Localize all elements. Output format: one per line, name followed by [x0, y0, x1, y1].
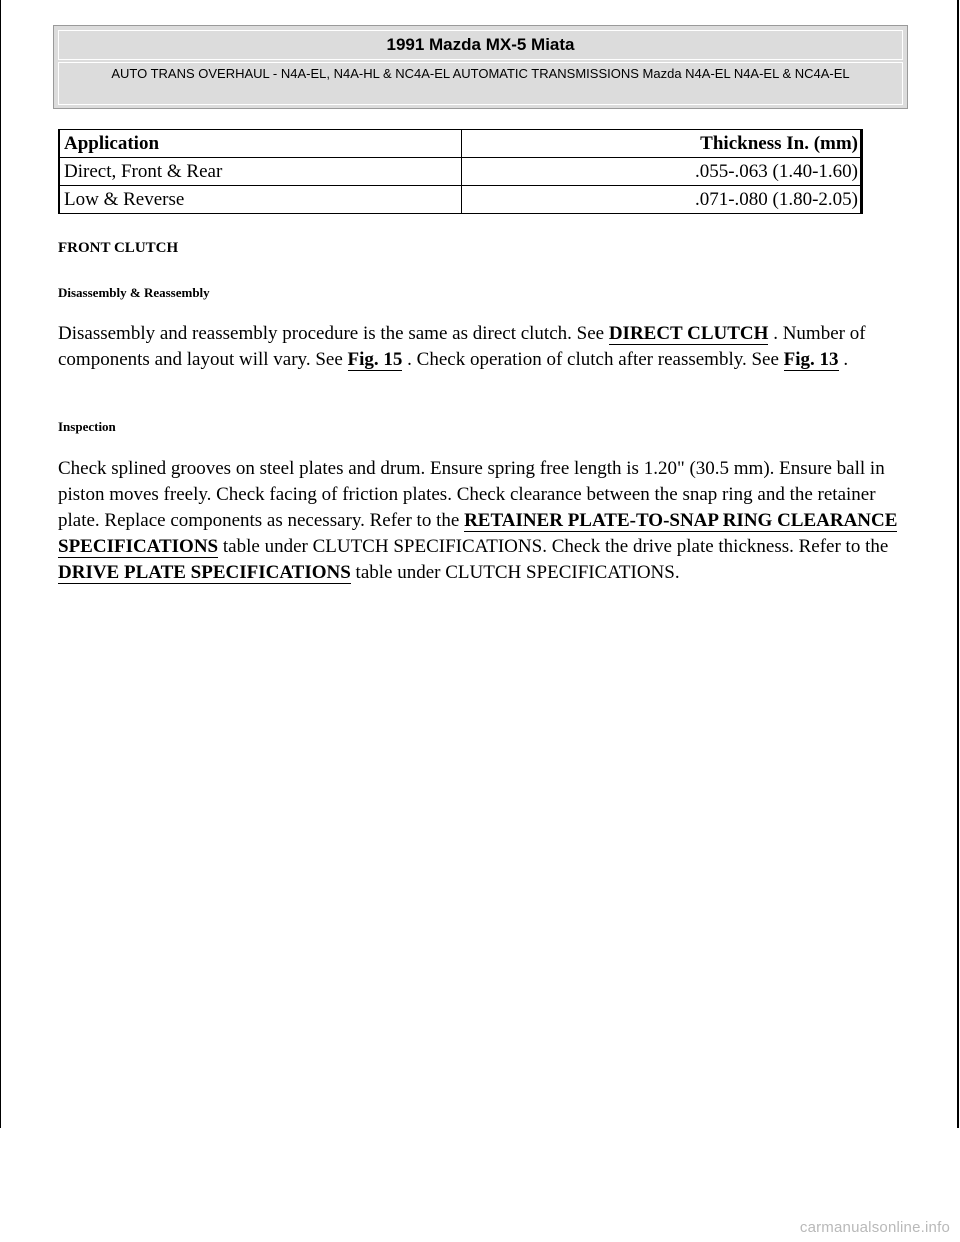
table-cell-thickness: .055-.063 (1.40-1.60): [462, 158, 862, 186]
table-header-row: [59, 130, 862, 158]
table-cell-application: Direct, Front & Rear: [59, 158, 462, 186]
subheading-disassembly: Disassembly & Reassembly: [58, 285, 210, 300]
page-right-border: [957, 0, 959, 1128]
paragraph-text: Check splined grooves on steel plates and drum. Ensure spring free length is 1.20" (30.5 mm). Ensure ball in piston moves freely. Check facing of friction plates. Check clearance between the snap ring and the retainer plate. Replace components as necessary. Refer to the: [58, 458, 885, 531]
document-header: [53, 25, 908, 109]
header-subtitle: AUTO TRANS OVERHAUL - N4A-EL, N4A-HL & NC4A-EL AUTOMATIC TRANSMISSIONS Mazda N4A-EL N4A-EL & NC4A-EL: [58, 62, 903, 105]
thickness-spec-table: [58, 129, 863, 214]
section-title-front-clutch: FRONT CLUTCH: [58, 240, 179, 256]
link-fig-13[interactable]: Fig. 13: [783, 349, 839, 370]
link-fig-15[interactable]: Fig. 15: [347, 349, 403, 370]
link-direct-clutch[interactable]: DIRECT CLUTCH: [608, 323, 769, 344]
page-footer-area: [0, 1128, 960, 1242]
subheading-inspection: Inspection: [58, 419, 116, 434]
table-row: [59, 158, 862, 186]
paragraph-text: table under CLUTCH SPECIFICATIONS. Check the drive plate thickness. Refer to the: [218, 536, 889, 557]
column-header-thickness: Thickness In. (mm): [462, 130, 862, 158]
paragraph-text: . Number of components and layout will vary. See: [58, 323, 866, 370]
paragraph-text: table under CLUTCH SPECIFICATIONS.: [350, 562, 680, 583]
link-retainer-plate-specs[interactable]: RETAINER PLATE-TO-SNAP RING CLEARANCE SPECIFICATIONS: [58, 510, 898, 557]
table-cell-application: Low & Reverse: [59, 186, 462, 214]
paragraph-text: . Check operation of clutch after reassembly. See: [402, 349, 784, 370]
link-drive-plate-specs[interactable]: DRIVE PLATE SPECIFICATIONS: [58, 562, 351, 583]
page-left-border: [0, 0, 1, 1128]
inspection-paragraph: [58, 456, 918, 586]
paragraph-text: .: [838, 349, 849, 370]
header-title: 1991 Mazda MX-5 Miata: [58, 30, 903, 60]
paragraph-text: Disassembly and reassembly procedure is the same as direct clutch. See: [58, 323, 609, 344]
watermark-text: carmanualsonline.info: [799, 1219, 950, 1236]
column-header-application: Application: [59, 130, 462, 158]
table-cell-thickness: .071-.080 (1.80-2.05): [462, 186, 862, 214]
table-row: [59, 186, 862, 214]
disassembly-paragraph: [58, 321, 918, 373]
